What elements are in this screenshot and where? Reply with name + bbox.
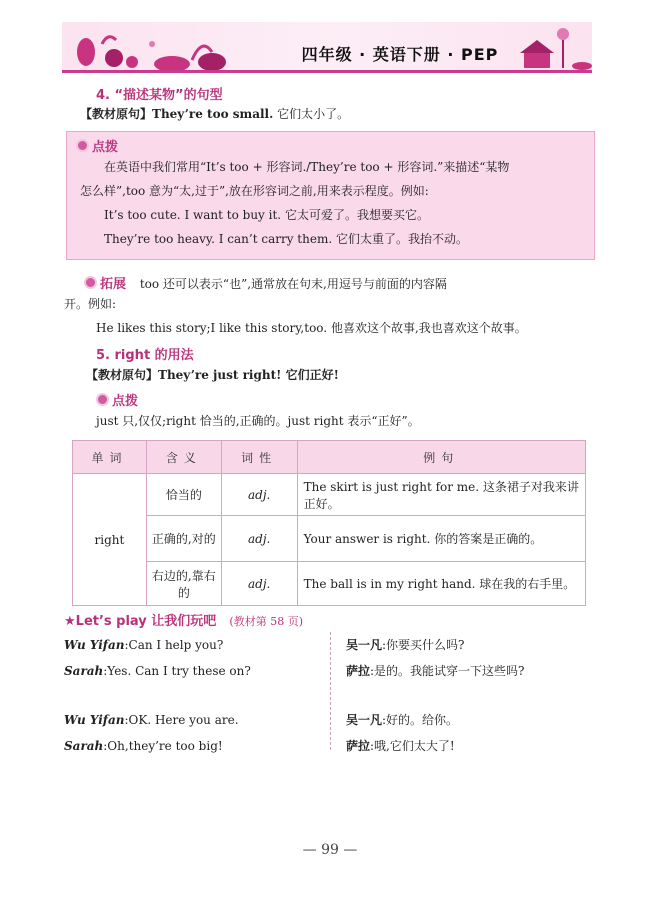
section-5-tip-text: just 只,仅仅;right 恰当的,正确的。just right 表示“正好”。 [96,414,420,428]
source-chinese: 它们太小了。 [273,107,350,121]
source-label: 【教材原句】 [80,107,153,121]
section-5-title: 5. right 的用法 [96,348,194,363]
speaker-name: Sarah [64,739,104,753]
tip-line-1: 在英语中我们常用“It’s too + 形容词./They’re too + 形容词.”来描述“某物 [104,160,510,174]
pos-cell: adj. [221,474,297,516]
table-row [73,562,586,606]
example-cell: The ball is in my right hand. 球在我的右手里。 [297,562,585,606]
dialogue-line-cn [346,739,455,753]
speaker-name: 吴一凡 [346,713,383,727]
source-chinese: 它们正好! [281,368,339,382]
meaning-cell: 右边的,靠右的 [146,562,221,606]
page-number: — 99 — [302,842,358,858]
tip-bullet-icon [76,139,89,152]
speech-text: :是的。我能试穿一下这些吗? [370,664,525,678]
dialogue-line-cn [346,664,525,678]
extend-line-2: 开。例如: [64,297,117,311]
header-meaning: 含义 [146,441,221,474]
dialogue-line-en [64,664,251,678]
word-cell: right [73,474,147,606]
extend-bullet-icon [84,276,97,289]
pos-cell: adj. [221,562,297,606]
tip-example-2: They’re too heavy. I can’t carry them. 它们太重了。我抬不动。 [104,232,468,246]
extend-paragraph [84,273,447,292]
header-rule [62,70,592,73]
dialogue-divider [330,632,331,750]
dialogue-line-en [64,739,223,753]
header-word: 单词 [73,441,147,474]
word-table [72,440,586,606]
header-example: 例句 [297,441,585,474]
example-cell: Your answer is right. 你的答案是正确的。 [297,516,585,562]
table-row [73,516,586,562]
section-5-tip-label: 点拨 [96,390,138,409]
speech-text: :Yes. Can I try these on? [103,664,251,678]
speaker-name: 萨拉 [346,739,371,753]
header-pos: 词性 [221,441,297,474]
tip-bullet-icon [96,393,109,406]
tip-example-1: It’s too cute. I want to buy it. 它太可爱了。我想要买它。 [104,208,429,222]
speaker-name: 吴一凡 [346,638,383,652]
speech-text: :Can I help you? [124,638,224,652]
speaker-name: 萨拉 [346,664,371,678]
pos-cell: adj. [221,516,297,562]
table-header-row [73,441,586,474]
speech-text: :好的。给你。 [382,713,459,727]
tip-label: 点拨 [76,136,118,155]
speaker-name: Wu Yifan [64,713,125,727]
speech-text: :哦,它们太大了! [370,739,455,753]
tip-line-2: 怎么样”,too 意为“太,过于”,放在形容词之前,用来表示程度。例如: [80,184,429,198]
speaker-name: Wu Yifan [64,638,125,652]
section-5-source [86,368,339,382]
lets-play-heading [64,610,303,629]
lets-play-title: ★Let’s play 让我们玩吧 [64,614,217,629]
meaning-cell: 正确的,对的 [146,516,221,562]
speech-text: :Oh,they’re too big! [103,739,223,753]
dialogue-line-cn [346,713,458,727]
extend-line-1: too 还可以表示“也”,通常放在句末,用逗号与前面的内容隔 [139,277,447,291]
section-4-source [80,107,349,121]
table-row [73,474,586,516]
example-cell: The skirt is just right for me. 这条裙子对我来讲正好。 [297,474,585,516]
extend-example: He likes this story;I like this story,too. 他喜欢这个故事,我也喜欢这个故事。 [96,321,527,335]
meaning-cell: 恰当的 [146,474,221,516]
lets-play-page-ref: (教材第 58 页) [229,615,303,628]
dialogue-line-cn [346,638,465,652]
extend-label: 拓展 [84,277,126,292]
source-label: 【教材原句】 [86,368,159,382]
header-title: 四年级 · 英语下册 · PEP [301,45,499,64]
section-4-title: 4. “描述某物”的句型 [96,88,223,103]
speech-text: :OK. Here you are. [124,713,239,727]
speaker-name: Sarah [64,664,104,678]
dialogue-line-en [64,638,223,652]
source-english: They’re too small. [152,107,274,121]
speech-text: :你要买什么吗? [382,638,465,652]
dialogue-line-en [64,713,239,727]
source-english: They’re just right! [158,368,282,382]
